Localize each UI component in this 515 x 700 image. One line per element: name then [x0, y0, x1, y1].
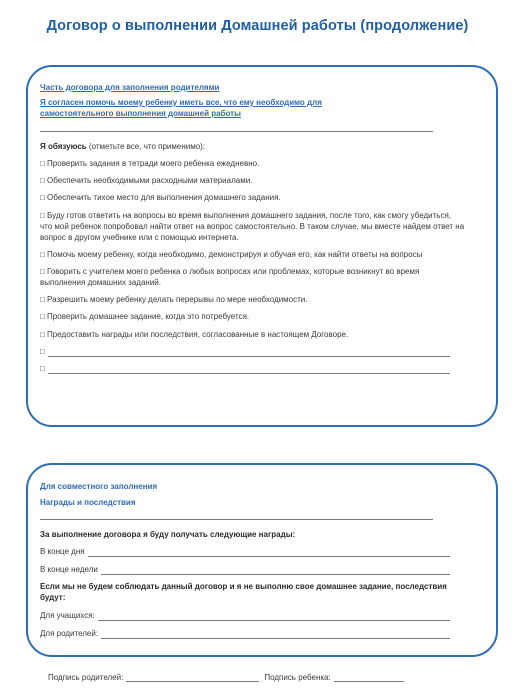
parents-consequence-field[interactable] [40, 628, 450, 639]
end-of-week-label: В конце недели [40, 565, 98, 574]
for-parents-label: Для родителей: [40, 629, 99, 638]
commit-bold: Я обязуюсь [40, 142, 87, 151]
rewards-heading: Награды и последствия [40, 498, 136, 507]
checkbox-item[interactable]: □ Буду готов ответить на вопросы во время выполнения домашнего задания, после того, как смогу убедиться, что мой ребенок попробовал найти ответ на вопрос самостоятельно. В таком случае, мы вместе найдем ответ на вопрос в другом учебнике или с помощью интернета. [40, 210, 465, 242]
commit-heading [40, 141, 480, 152]
end-of-week-field[interactable] [40, 564, 450, 575]
rewards-question: За выполнение договора я буду получать следующие награды: [40, 530, 296, 539]
rewards-line[interactable] [40, 519, 433, 520]
checkbox-item[interactable]: □ Помочь моему ребенку, когда необходимо, демонстрируя и обучая его, как найти ответы на вопросы [40, 249, 423, 259]
child-signature-label: Подпись ребенка: [264, 673, 331, 682]
consequences-question: Если мы не будем соблюдать данный договор и я не выполню свое домашнее задание, последствия будут: [40, 582, 447, 602]
parents-section-heading: Часть договора для заполнения родителями [40, 83, 220, 92]
checkbox-mark[interactable]: □ [40, 346, 45, 356]
checkbox-mark[interactable]: □ [40, 363, 45, 373]
child-signature-line[interactable] [334, 673, 404, 682]
checkbox-item[interactable]: □ Обеспечить тихое место для выполнения домашнего задания. [40, 193, 281, 203]
checkbox-item[interactable]: □ Говорить с учителем моего ребенка о любых вопросах или проблемах, которые возникнут во время выполнения домашних заданий. [40, 266, 420, 287]
joint-section-heading: Для совместного заполнения [40, 482, 158, 491]
signature-row [48, 673, 493, 682]
commit-list [40, 158, 480, 374]
checkbox-item[interactable]: □ Разрешить моему ребенку делать перерывы по мере необходимости. [40, 295, 308, 305]
end-of-day-field[interactable] [40, 546, 450, 557]
checkbox-item[interactable]: □ Проверить домашнее задание, когда это потребуется. [40, 312, 250, 322]
checkbox-item[interactable]: □ Обеспечить необходимыми расходными материалами. [40, 176, 253, 186]
parent-signature-label: Подпись родителей: [48, 673, 124, 682]
students-consequence-field[interactable] [40, 610, 450, 621]
agree-signature-line[interactable] [40, 131, 433, 132]
for-students-label: Для учащихся: [40, 611, 95, 620]
parents-agree-text: Я согласен помочь моему ребенку иметь все, что ему необходимо для самостоятельного выполнения домашней работы [40, 98, 322, 118]
custom-commit-line[interactable] [40, 346, 450, 357]
parents-section [26, 65, 498, 427]
parent-signature-line[interactable] [126, 673, 259, 682]
end-of-day-label: В конце дня [40, 547, 85, 556]
checkbox-item[interactable]: □ Проверить задания в тетради моего ребенка ежедневно. [40, 159, 260, 168]
commit-rest: (отметьте все, что применимо): [86, 142, 206, 151]
joint-section [26, 463, 498, 657]
custom-commit-line[interactable] [40, 363, 450, 374]
checkbox-item[interactable]: □ Предоставить награды или последствия, согласованные в настоящем Договоре. [40, 329, 349, 339]
page-title: Договор о выполнении Домашней работы (продолжение) [46, 18, 469, 34]
